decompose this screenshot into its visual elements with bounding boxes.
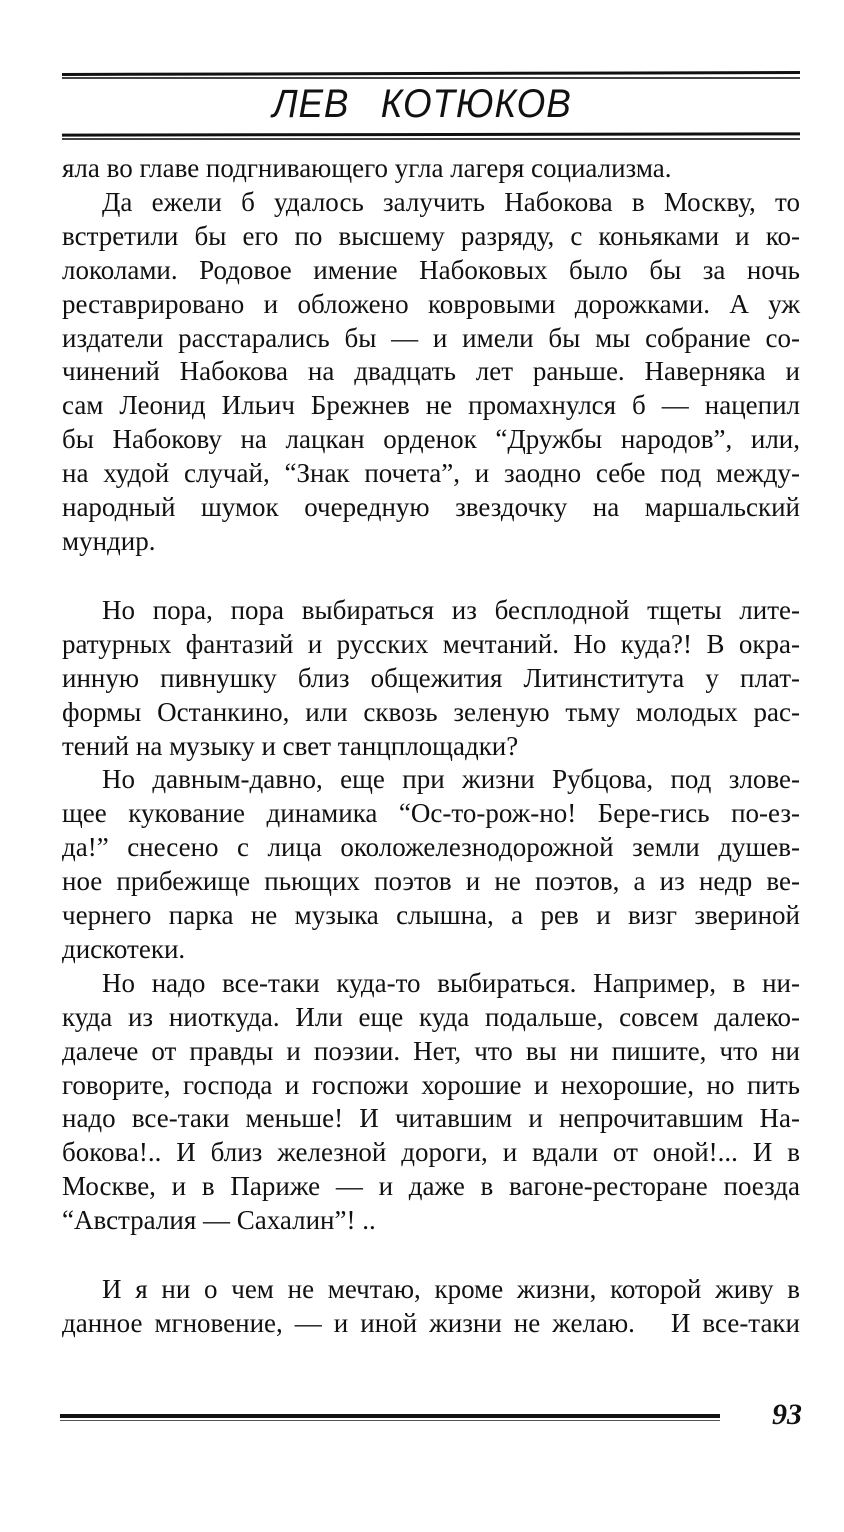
text-line: Но пора, пора выбираться из бесплодной тщеты лите- [102, 594, 800, 625]
text-line: инную пивнушку близ общежития Литинститута у плат- [62, 662, 800, 693]
text-line: формы Останкино, или сквозь зеленую тьму молодых рас- [62, 696, 800, 727]
header-rule-top-thin [62, 77, 800, 79]
text-line: яла во главе подгнивающего угла лагеря социализма. [62, 153, 672, 183]
paragraph [62, 594, 800, 764]
body-text [62, 152, 800, 1341]
text-line: локолами. Родовое имение Набоковых было бы за ночь [62, 254, 800, 285]
text-line: чинений Набокова на двадцать лет раньше. Наверняка и [62, 356, 800, 387]
text-line: издатели расстарались бы — и имели бы мы собрание со- [62, 322, 800, 353]
text-line: ное прибежище пьющих поэтов и не поэтов, а из недр ве- [62, 866, 800, 897]
text-line: надо все-таки меньше! И читавшим и непрочитавшим На- [62, 1103, 800, 1134]
text-line: да!” снесено с лица околожелезнодорожной земли душев- [62, 832, 800, 863]
paragraph [62, 186, 800, 559]
text-line: сам Леонид Ильич Брежнев не промахнулся б — нацепил [62, 390, 800, 421]
text-line: куда из ниоткуда. Или еще куда подальше, совсем далеко- [62, 1001, 800, 1032]
text-line: данное мгновение, — и иной жизни не желаю. И все-таки [62, 1308, 800, 1338]
footer-rule-thin [60, 1420, 720, 1421]
text-line: встретили бы его по высшему разряду, с коньяками и ко- [62, 220, 800, 251]
paragraph [62, 967, 800, 1238]
section-gap [62, 559, 800, 594]
footer-rule [60, 1414, 720, 1418]
text-line: бы Набокову на лацкан орденок “Дружбы народов”, или, [62, 424, 800, 455]
text-line: дискотеки. [62, 933, 186, 964]
text-line: И я ни о чем не мечтаю, кроме жизни, которой живу в [102, 1274, 800, 1305]
text-line: ратурных фантазий и русских мечтаний. Но куда?! В окра- [62, 628, 800, 659]
section-gap [62, 1238, 800, 1273]
text-line: далече от правды и поэзии. Нет, что вы ни пишите, что ни [62, 1035, 800, 1066]
text-line: чернего парка не музыка слышна, а рев и визг звериной [62, 900, 800, 931]
text-line: бокова!.. И близ железной дороги, и вдали от оной!... И в [62, 1137, 800, 1168]
paragraph [62, 763, 800, 966]
text-line: мундир. [62, 525, 156, 556]
text-line: Москве, и в Париже — и даже в вагоне-ресторане поезда [62, 1171, 800, 1202]
text-line: Но давным-давно, еще при жизни Рубцова, под злове- [102, 764, 800, 795]
header-rule-top [62, 71, 800, 76]
text-line: “Австралия — Сахалин”! .. [62, 1205, 376, 1236]
text-line: на худой случай, “Знак почета”, и заодно себе под между- [62, 458, 800, 489]
header-rule-bottom [62, 132, 800, 136]
text-line: тений на музыку и свет танцплощадки? [62, 730, 519, 761]
header-rule-bottom-thin [62, 138, 800, 140]
text-line: щее кукование динамика “Ос-то-рож-но! Бере-гись по-ез- [62, 798, 800, 829]
paragraph [62, 1273, 800, 1341]
running-head-author: ЛЕВ КОТЮКОВ [272, 82, 572, 126]
page-number: 93 [772, 1398, 802, 1431]
text-line: реставрировано и обложено ковровыми дорожками. А уж [62, 288, 800, 319]
text-line: народный шумок очередную звездочку на маршальский [62, 492, 800, 523]
paragraph [62, 152, 800, 186]
text-line: Да ежели б удалось залучить Набокова в Москву, то [102, 186, 800, 217]
text-line: говорите, господа и госпожи хорошие и нехорошие, но пить [62, 1069, 800, 1100]
text-line: Но надо все-таки куда-то выбираться. Например, в ни- [102, 967, 800, 998]
